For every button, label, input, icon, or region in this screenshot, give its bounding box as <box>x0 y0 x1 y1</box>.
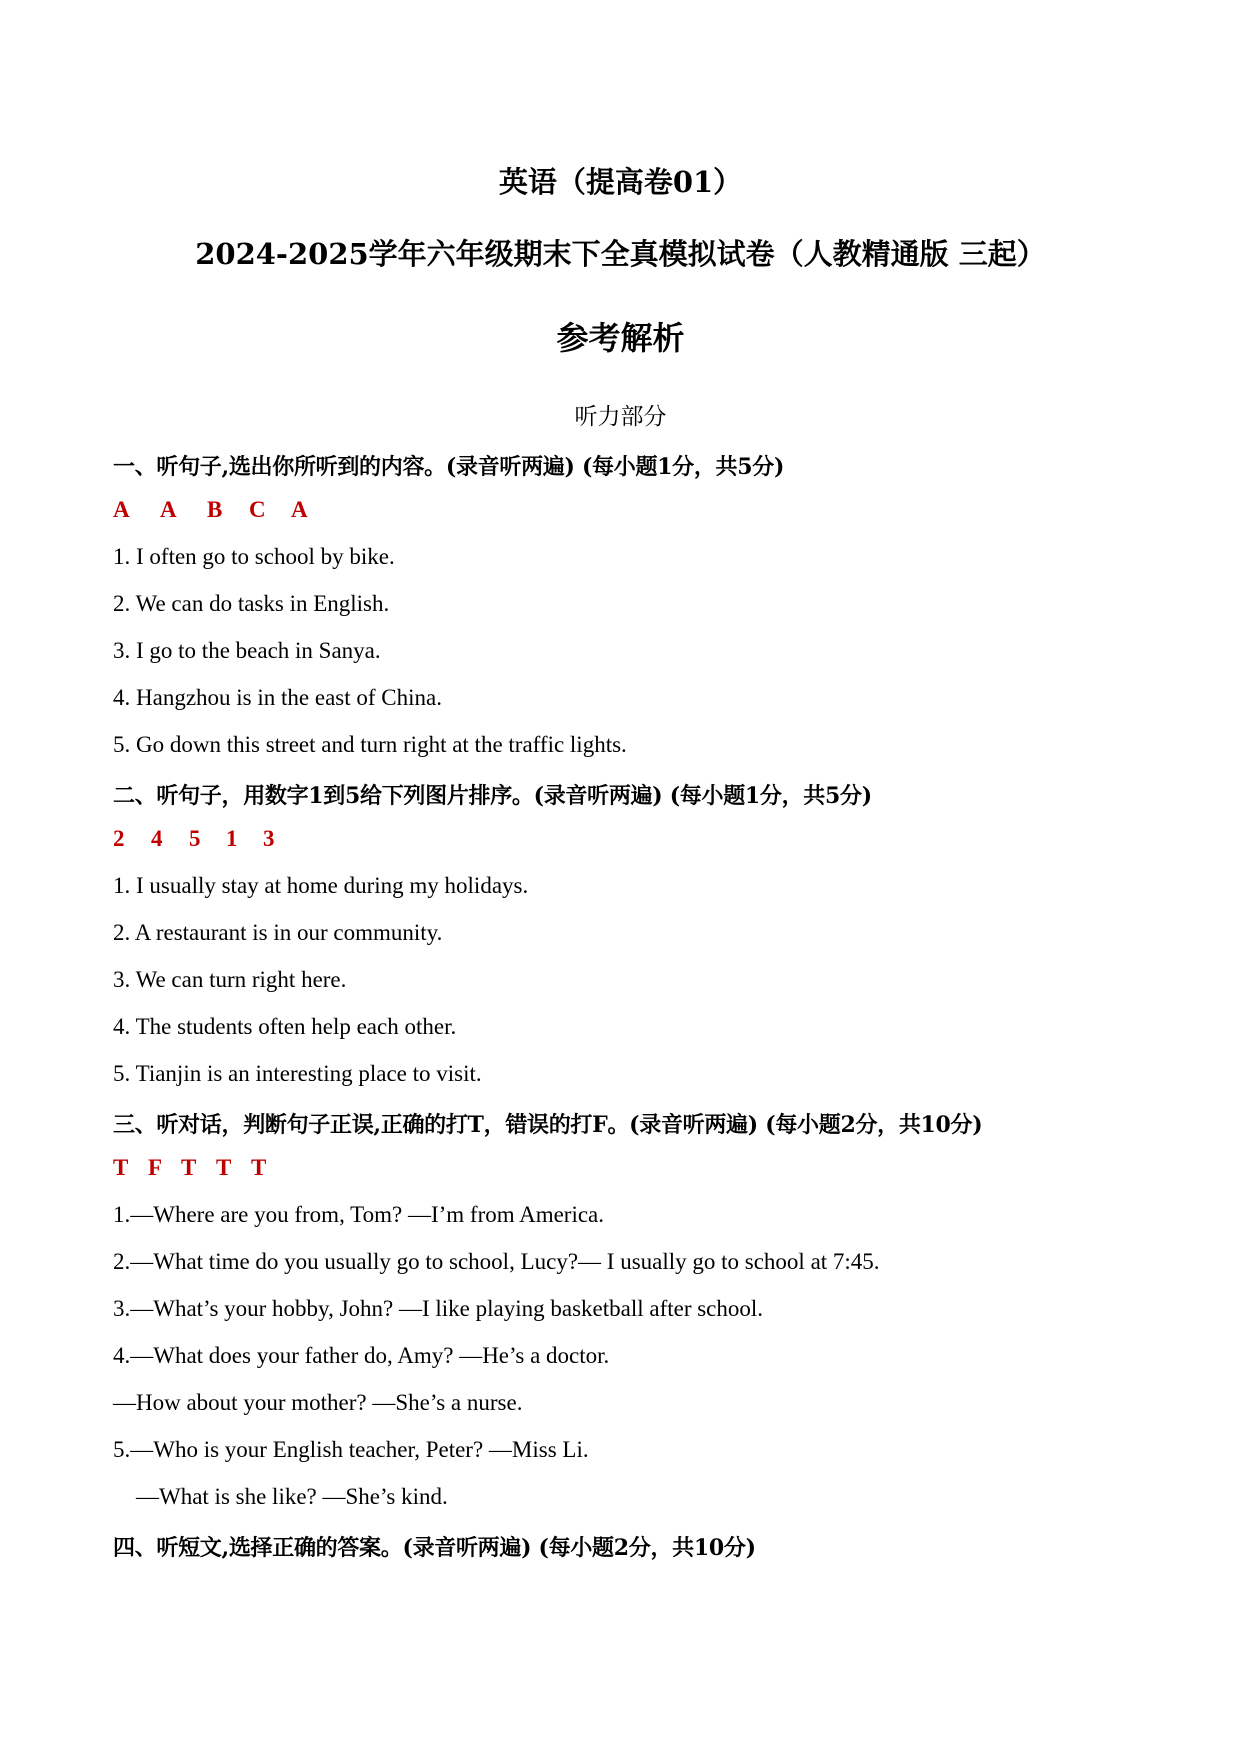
section-2-answers <box>113 826 275 852</box>
document-title: 英语（提高卷01） <box>498 165 743 199</box>
answer: A <box>291 497 308 522</box>
answer: T <box>113 1155 129 1180</box>
listening-part-label: 听力部分 <box>574 404 667 430</box>
answer: 4 <box>151 826 163 851</box>
list-item: 5. Go down this street and turn right at the traffic lights. <box>113 732 627 757</box>
list-item: 5.—Who is your English teacher, Peter? —Miss Li. <box>113 1437 589 1462</box>
answer: B <box>207 497 223 522</box>
list-item: 1. I often go to school by bike. <box>113 544 395 569</box>
exam-title: 2024-2025学年六年级期末下全真模拟试卷（人教精通版 三起） <box>195 237 1046 271</box>
list-item: 3. I go to the beach in Sanya. <box>113 638 381 663</box>
list-item: 4.—What does your father do, Amy? —He’s a doctor. <box>113 1343 610 1368</box>
answer: C <box>249 497 266 522</box>
answer: T <box>181 1155 197 1180</box>
answer-key-title: 参考解析 <box>556 319 685 357</box>
list-item: 2.—What time do you usually go to school, Lucy?— I usually go to school at 7:45. <box>113 1249 880 1274</box>
list-item: 5. Tianjin is an interesting place to visit. <box>113 1061 482 1086</box>
answer: A <box>160 497 177 522</box>
answer: 1 <box>226 826 238 851</box>
list-item: 2. We can do tasks in English. <box>113 591 390 616</box>
list-item: 3. We can turn right here. <box>113 967 347 992</box>
list-item: —How about your mother? —She’s a nurse. <box>113 1390 523 1415</box>
list-item: 2. A restaurant is in our community. <box>113 920 443 945</box>
answer: 2 <box>113 826 125 851</box>
answer: 5 <box>189 826 201 851</box>
section-3-answers <box>113 1155 266 1181</box>
section-3-heading: 三、听对话，判断句子正误,正确的打T，错误的打F。(录音听两遍) (每小题2分，共10分) <box>113 1112 983 1138</box>
section-1-heading: 一、听句子,选出你所听到的内容。(录音听两遍) (每小题1分，共5分) <box>113 454 785 480</box>
list-item: 4. Hangzhou is in the east of China. <box>113 685 442 710</box>
section-2-heading: 二、听句子，用数字1到5给下列图片排序。(录音听两遍) (每小题1分，共5分) <box>113 783 872 809</box>
answer: T <box>216 1155 232 1180</box>
section-1-answers <box>113 497 308 523</box>
list-item: —What is she like? —She’s kind. <box>136 1484 448 1509</box>
answer: F <box>148 1155 163 1180</box>
list-item: 1.—Where are you from, Tom? —I’m from America. <box>113 1202 605 1227</box>
answer: 3 <box>263 826 275 851</box>
answer: T <box>251 1155 267 1180</box>
answer: A <box>113 497 130 522</box>
list-item: 3.—What’s your hobby, John? —I like playing basketball after school. <box>113 1296 764 1321</box>
list-item: 4. The students often help each other. <box>113 1014 457 1039</box>
list-item: 1. I usually stay at home during my holidays. <box>113 873 529 898</box>
section-4-heading: 四、听短文,选择正确的答案。(录音听两遍) (每小题2分，共10分) <box>113 1535 756 1561</box>
